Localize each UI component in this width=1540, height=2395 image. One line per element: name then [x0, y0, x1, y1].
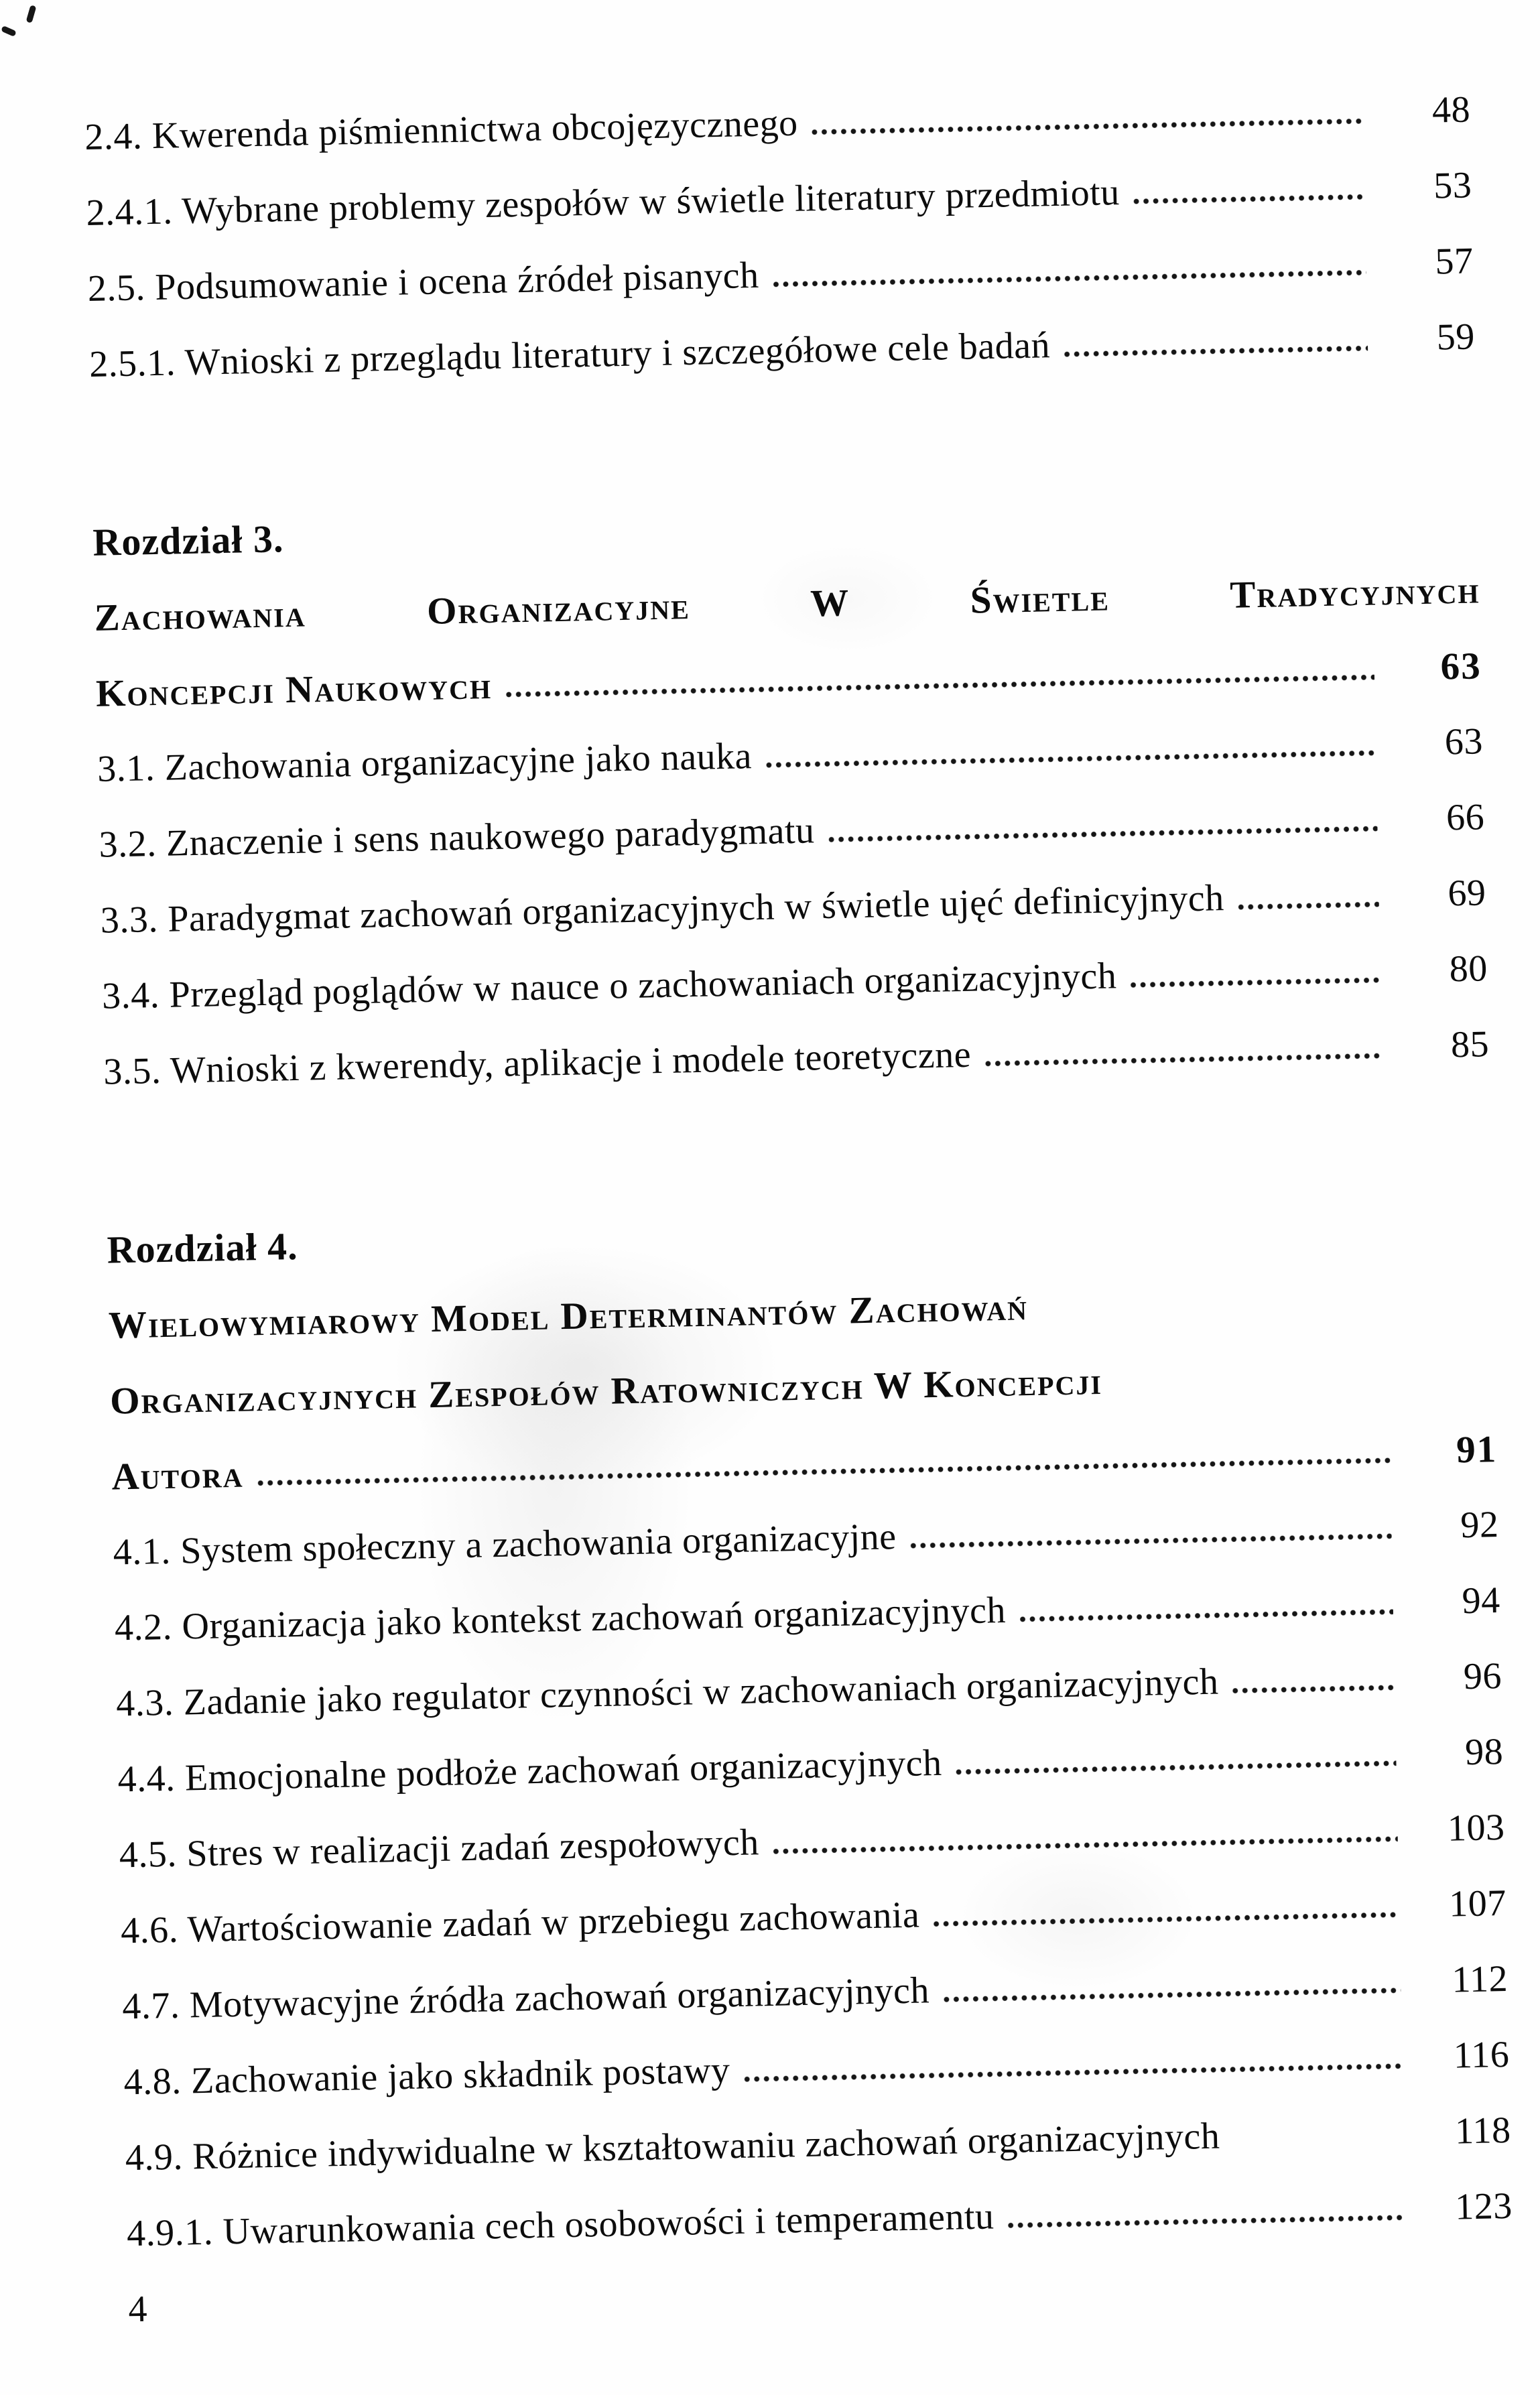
- toc-lines: [84, 72, 1513, 2272]
- toc-page-number: 103: [1447, 1806, 1506, 1850]
- toc-entry-text: 4.2. Organizacja jako kontekst zachowań organizacyjnych: [114, 1589, 1007, 1649]
- toc-entry-text: 4.9. Różnice indywidualne w kształtowaniu zachowań organizacyjnych: [125, 2115, 1220, 2179]
- chapter-title-text: Autora: [111, 1453, 245, 1498]
- toc-content: [84, 72, 1515, 2348]
- toc-page-number: 80: [1449, 948, 1488, 990]
- toc-page-number: 107: [1448, 1882, 1507, 1925]
- toc-page-number: 91: [1456, 1428, 1498, 1472]
- toc-entry-text: 4.6. Wartościowanie zadań w przebiegu zachowania: [120, 1894, 920, 1952]
- dot-leader: [1238, 901, 1379, 910]
- dot-leader: [933, 1911, 1399, 1927]
- toc-entry-text: 2.4. Kwerenda piśmiennictwa obcojęzycznego: [84, 102, 799, 159]
- ink-speck: [1, 25, 17, 37]
- toc-page-number: 63: [1440, 645, 1482, 688]
- dot-leader: [1133, 194, 1365, 205]
- toc-page-number: 53: [1433, 164, 1472, 207]
- toc-entry-text: 4.5. Stres w realizacji zadań zespołowych: [119, 1821, 760, 1876]
- toc-entry-text: 2.4.1. Wybrane problemy zespołów w świetle literatury przedmiotu: [86, 172, 1120, 234]
- dot-leader: [1064, 345, 1368, 358]
- chapter-heading-text: Rozdział 3.: [92, 517, 284, 564]
- toc-page-number: 85: [1450, 1023, 1490, 1066]
- toc-entry-text: 4.8. Zachowanie jako składnik postawy: [123, 2049, 731, 2103]
- toc-page-number: 118: [1454, 2109, 1512, 2152]
- toc-page-number: 57: [1434, 240, 1474, 283]
- toc-page-number: 92: [1460, 1504, 1499, 1547]
- toc-entry-text: 4.3. Zadanie jako regulator czynności w zachowaniach organizacyjnych: [115, 1661, 1220, 1725]
- dot-leader: [765, 750, 1376, 769]
- toc-page-number: 63: [1444, 720, 1484, 763]
- dot-leader: [1130, 976, 1381, 988]
- dot-leader: [943, 1987, 1401, 2003]
- toc-page-number: 112: [1451, 1957, 1509, 2001]
- toc-page-number: 123: [1454, 2185, 1513, 2228]
- dot-leader: [910, 1533, 1392, 1549]
- ink-speck: [26, 5, 37, 23]
- dot-leader: [1008, 2214, 1406, 2229]
- dot-leader: [1232, 1684, 1395, 1694]
- dot-leader: [1233, 2138, 1403, 2148]
- dot-leader: [744, 2063, 1403, 2083]
- toc-entry-text: 3.5. Wnioski z kwerendy, aplikacje i modele teoretyczne: [103, 1033, 972, 1093]
- toc-entry-text: 4.9.1. Uwarunkowania cech osobowości i temperamentu: [126, 2195, 995, 2255]
- toc-entry-text: 3.4. Przegląd poglądów w nauce o zachowaniach organizacyjnych: [101, 955, 1117, 1017]
- toc-page-number: 98: [1464, 1731, 1504, 1774]
- dot-leader: [773, 269, 1366, 288]
- dot-leader: [828, 826, 1378, 843]
- toc-page-number: 96: [1463, 1655, 1502, 1698]
- chapter-title-text: Organizacyjnych Zespołów Ratowniczych W Koncepcji: [109, 1360, 1103, 1423]
- toc-entry-text: 2.5.1. Wnioski z przeglądu literatury i szczegółowe cele badań: [88, 324, 1051, 385]
- dot-leader: [812, 118, 1364, 136]
- chapter-title-text: Zachowania Organizacyjne W Świetle Tradycyjnych: [94, 569, 1481, 639]
- toc-page-number: 69: [1447, 872, 1487, 915]
- toc-page-number: 59: [1436, 316, 1476, 359]
- dot-leader: [257, 1457, 1391, 1486]
- toc-entry-text: 2.5. Podsumowanie i ocena źródeł pisanych: [87, 254, 760, 310]
- dot-leader: [984, 1052, 1382, 1067]
- chapter-heading-text: Rozdział 4.: [107, 1224, 299, 1272]
- toc-entry-text: 4.7. Motywacyjne źródła zachowań organizacyjnych: [121, 1969, 930, 2028]
- page-number-footer: 4: [127, 2288, 148, 2331]
- toc-entry-text: 3.2. Znaczenie i sens naukowego paradygmatu: [98, 810, 816, 866]
- toc-entry-text: 3.1. Zachowania organizacyjne jako nauka: [97, 735, 753, 790]
- toc-entry-text: 4.1. System społeczny a zachowania organizacyjne: [113, 1516, 897, 1573]
- toc-page-number: 116: [1453, 2033, 1510, 2077]
- toc-page-number: 48: [1431, 88, 1471, 131]
- toc-page-number: 66: [1446, 796, 1485, 839]
- toc-page-number: 94: [1462, 1579, 1501, 1622]
- toc-entry-text: 4.4. Emocjonalne podłoże zachowań organizacyjnych: [117, 1742, 943, 1801]
- toc-entry-text: 3.3. Paradygmat zachowań organizacyjnych w świetle ujęć definicyjnych: [100, 877, 1225, 942]
- chapter-title-text: Koncepcji Naukowych: [95, 664, 493, 715]
- dot-leader: [773, 1835, 1398, 1855]
- dot-leader: [956, 1760, 1397, 1775]
- dot-leader: [1019, 1608, 1393, 1622]
- dot-leader: [505, 674, 1374, 698]
- chapter-title-text: Wielowymiarowy Model Determinantów Zachowań: [108, 1286, 1029, 1347]
